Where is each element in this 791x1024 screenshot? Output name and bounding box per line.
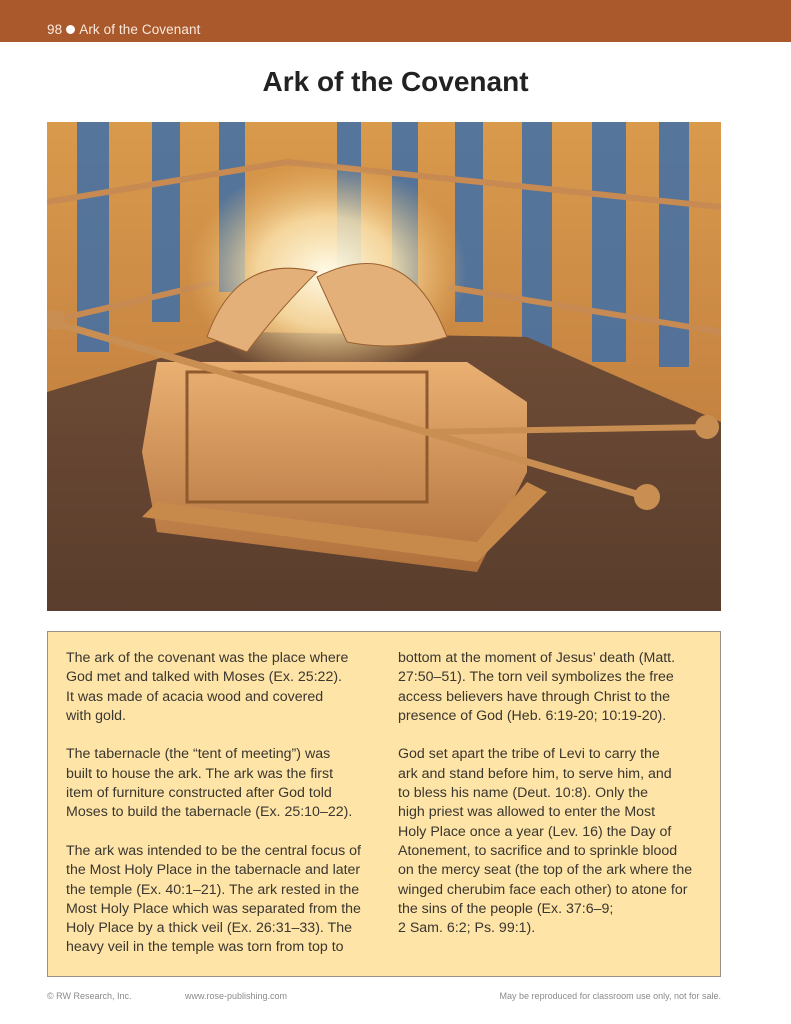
text-line: the Most Holy Place in the tabernacle and later [66,862,361,879]
ark-illustration [47,122,721,611]
right-column [398,649,692,958]
pole-finial [695,415,719,439]
text-line: the sins of the people (Ex. 37:6–9; [398,900,614,917]
pole-finial [634,484,660,510]
text-line: heavy veil in the temple was torn from top to [66,939,344,956]
text-line: to bless his name (Deut. 10:8). Only the [398,785,648,802]
text-line: item of furniture constructed after God told [66,785,332,802]
text-line: The ark was intended to be the central focus of [66,842,361,859]
description-box [47,631,721,977]
footer-notice: May be reproduced for classroom use only, not for sale. [499,991,721,1001]
text-line: Holy Place by a thick veil (Ex. 26:31–33). The [66,920,352,937]
text-line: winged cherubim face each other) to atone for [398,881,688,898]
text-line: high priest was allowed to enter the Most [398,804,656,821]
running-section-title: Ark of the Covenant [79,22,201,37]
page-number: 98 [47,22,63,37]
text-line: Atonement, to sacrifice and to sprinkle blood [398,842,678,859]
text-line: bottom at the moment of Jesus’ death (Matt. [398,650,676,666]
text-line: Holy Place once a year (Lev. 16) the Day of [398,823,672,840]
text-line: 2 Sam. 6:2; Ps. 99:1). [398,920,536,937]
text-line: The tabernacle (the “tent of meeting”) was [66,746,331,763]
text-line: God set apart the tribe of Levi to carry the [398,746,660,763]
page-header-bar [0,0,791,42]
footer-copyright: © RW Research, Inc. [47,991,132,1001]
left-column [66,649,361,977]
text-line: God met and talked with Moses (Ex. 25:22). [66,669,342,686]
text-line: Moses to build the tabernacle (Ex. 25:10–22). [66,804,353,821]
text-line: built to house the ark. The ark was the first [66,765,334,782]
running-header [47,22,200,37]
text-line: Most Holy Place which was separated from the [66,900,361,917]
text-line: access believers have through Christ to the [398,688,671,705]
bullet-icon [66,25,75,34]
paragraph [398,649,692,726]
text-line: presence of God (Heb. 6:19-20; 10:19-20). [398,707,667,724]
paragraph [398,745,692,938]
text-line: The ark of the covenant was the place where [66,650,349,666]
text-line: ark and stand before him, to serve him, and [398,765,672,782]
text-line: on the mercy seat (the top of the ark where the [398,862,693,879]
page-title: Ark of the Covenant [262,66,529,97]
paragraph [66,649,361,726]
footer-website[interactable]: www.rose-publishing.com [185,991,288,1001]
text-line: with gold. [66,707,126,724]
text-line: 27:50–51). The torn veil symbolizes the free [398,669,674,686]
text-line: It was made of acacia wood and covered [66,688,324,705]
paragraph [66,842,361,958]
paragraph [66,745,361,822]
text-line: the temple (Ex. 40:1–21). The ark rested in the [66,881,360,898]
